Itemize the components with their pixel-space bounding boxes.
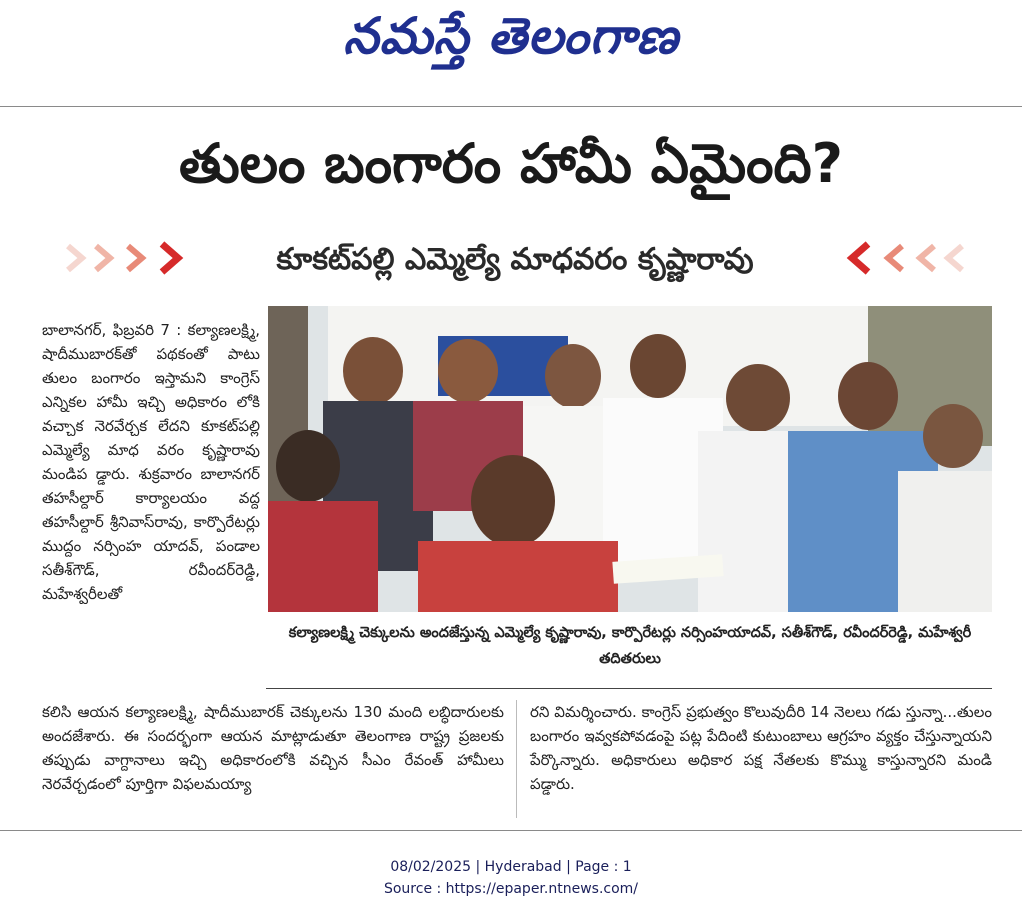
- article-paragraph: కలిసి ఆయన కల్యాణలక్ష్మి, షాదీముబారక్ చెక్కులను 130 మంది లబ్ధిదారులకు అందజేశారు. ఈ సందర్భంగా ఆయన మాట్లాడుతూ తెలంగాణ రాష్ట్ర ప్రజలకు తప్పుడు వాగ్దానాలు ఇచ్చి అధికారంలోకి వచ్చిన సీఎం రేవంత్ హామీలు నెరవేర్చడంలో పూర్తిగా విఫలమయ్యా: [42, 703, 504, 793]
- article-body-bottom-right: [530, 700, 992, 796]
- chevron-left-icon: [930, 238, 970, 278]
- source-link[interactable]: Source : https://epaper.ntnews.com/: [383, 881, 639, 897]
- article-subhead: కూకట్‌పల్లి ఎమ్మెల్యే మాధవరం కృష్ణారావు: [276, 242, 754, 277]
- article-body-left-column: [42, 318, 260, 606]
- group-photo-illustration: [268, 306, 992, 612]
- article-body-bottom-left: [42, 700, 504, 796]
- footer-divider: [0, 830, 1022, 831]
- article-paragraph: బాలానగర్, ఫిబ్రవరి 7 : కల్యాణలక్ష్మి, షాదీముబారక్‌తో పథకంతో పాటు తులం బంగారం ఇస్తామని కాంగ్రెస్ ఎన్నికల హామీ ఇచ్చి అధికారం లోకి వచ్చాక నెరవేర్చక లేదని కూకట్‌పల్లి ఎమ్మెల్యే మాధ వరం కృష్ణారావు మండిప డ్డారు. శుక్రవారం బాలానగర్ తహసీల్దార్ కార్యాలయం వద్ద తహసీల్దార్ శ్రీనివాస్‌రావు, కార్పొరేటర్లు ముద్దం నర్సింహ యాదవ్, పండాల సతీశ్‌గౌడ్, రవీందర్‌రెడ్డి, మహేశ్వరీలతో: [42, 321, 260, 603]
- news-photo: [268, 306, 992, 612]
- chevron-right-icon: [154, 238, 194, 278]
- article-paragraph: రని విమర్శించారు. కాంగ్రెస్ ప్రభుత్వం కొలువుదీరి 14 నెలలు గడు స్తున్నా...తులం బంగారం ఇవ్వకపోవడంపై పట్ల పేదింటి కుటుంబాలు ఆగ్రహం వ్యక్తం చేస్తున్నాయని పేర్కొన్నారు. అధికారులు అధికార పక్ష నేతలకు కొమ్ము కాస్తున్నారని మండి పడ్డారు.: [530, 703, 992, 793]
- masthead: [0, 0, 1022, 78]
- column-divider: [516, 700, 517, 818]
- article-headline: తులం బంగారం హామీ ఏమైంది?: [179, 132, 843, 195]
- edition-info: 08/02/2025 | Hyderabad | Page : 1: [390, 859, 632, 875]
- photo-caption: కల్యాణలక్ష్మి చెక్కులను అందజేస్తున్న ఎమ్మెల్యే కృష్ణారావు, కార్పొరేటర్లు నర్సింహయాదవ్, సతీశ్‌గౌడ్, రవీందర్‌రెడ్డి, మహేశ్వరీ తదితరులు: [288, 625, 972, 667]
- page-footer: [0, 856, 1022, 900]
- newspaper-logo: నమస్తే తెలంగాణ: [343, 6, 679, 65]
- subhead-band: [60, 232, 970, 288]
- caption-divider: [266, 688, 992, 689]
- header-divider: [0, 106, 1022, 107]
